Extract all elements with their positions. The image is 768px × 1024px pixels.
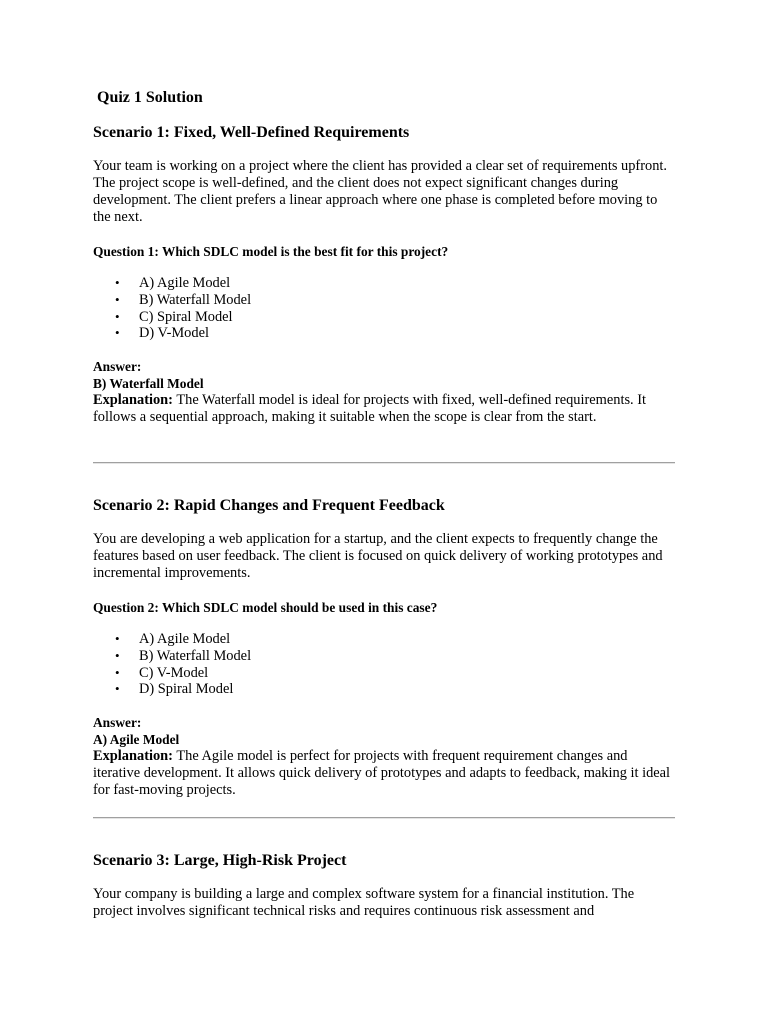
option-item: • C) V-Model (93, 665, 675, 682)
answer-heading: Answer: (93, 715, 142, 731)
option-item: • A) Agile Model (93, 275, 675, 292)
option-item: • D) Spiral Model (93, 681, 675, 698)
option-item: • A) Agile Model (93, 631, 675, 648)
scenario-title: Scenario 1: Fixed, Well-Defined Requirements (93, 124, 410, 141)
answer-heading: Answer: (93, 359, 142, 375)
scenario-1 (93, 123, 675, 426)
explanation-label: Explanation: (93, 748, 173, 765)
scenario-3 (93, 851, 675, 920)
scenario-description: Your team is working on a project where the client has provided a clear set of requirements upfront. The project scope is well-defined, and the client does not expect significant changes during development. The client prefers a linear approach where one phase is completed before moving to the next. (93, 158, 667, 225)
option-item: • D) V-Model (93, 325, 675, 342)
section-divider (93, 462, 675, 464)
answer-value: B) Waterfall Model (93, 376, 204, 392)
option-item: • B) Waterfall Model (93, 292, 675, 309)
option-item: • C) Spiral Model (93, 309, 675, 326)
explanation-label: Explanation: (93, 392, 173, 409)
explanation-text: The Agile model is perfect for projects with frequent requirement changes and iterative development. It allows quick delivery of prototypes and adapts to feedback, making it ideal for fast-moving projects. (93, 748, 671, 799)
scenario-description: Your company is building a large and complex software system for a financial institution. The project involves significant technical risks and requires continuous risk assessment and (93, 886, 635, 919)
scenario-title: Scenario 3: Large, High-Risk Project (93, 852, 347, 869)
question-text: Question 2: Which SDLC model should be used in this case? (93, 600, 438, 615)
scenario-description: You are developing a web application for a startup, and the client expects to frequently change the features based on user feedback. The client is focused on quick delivery of working prototypes and incremental improvements. (93, 531, 663, 581)
explanation-text: The Waterfall model is ideal for projects with fixed, well-defined requirements. It follows a sequential approach, making it suitable when the scope is clear from the start. (93, 392, 647, 426)
answer-value: A) Agile Model (93, 732, 180, 748)
section-divider (93, 817, 675, 819)
answer-options-list (93, 631, 675, 698)
scenario-2 (93, 496, 675, 799)
option-item: • B) Waterfall Model (93, 648, 675, 665)
scenario-title: Scenario 2: Rapid Changes and Frequent Feedback (93, 497, 445, 514)
document-title: Quiz 1 Solution (97, 89, 203, 106)
explanation (93, 748, 675, 799)
question-text: Question 1: Which SDLC model is the best fit for this project? (93, 244, 449, 259)
explanation (93, 392, 675, 426)
answer-options-list (93, 275, 675, 342)
